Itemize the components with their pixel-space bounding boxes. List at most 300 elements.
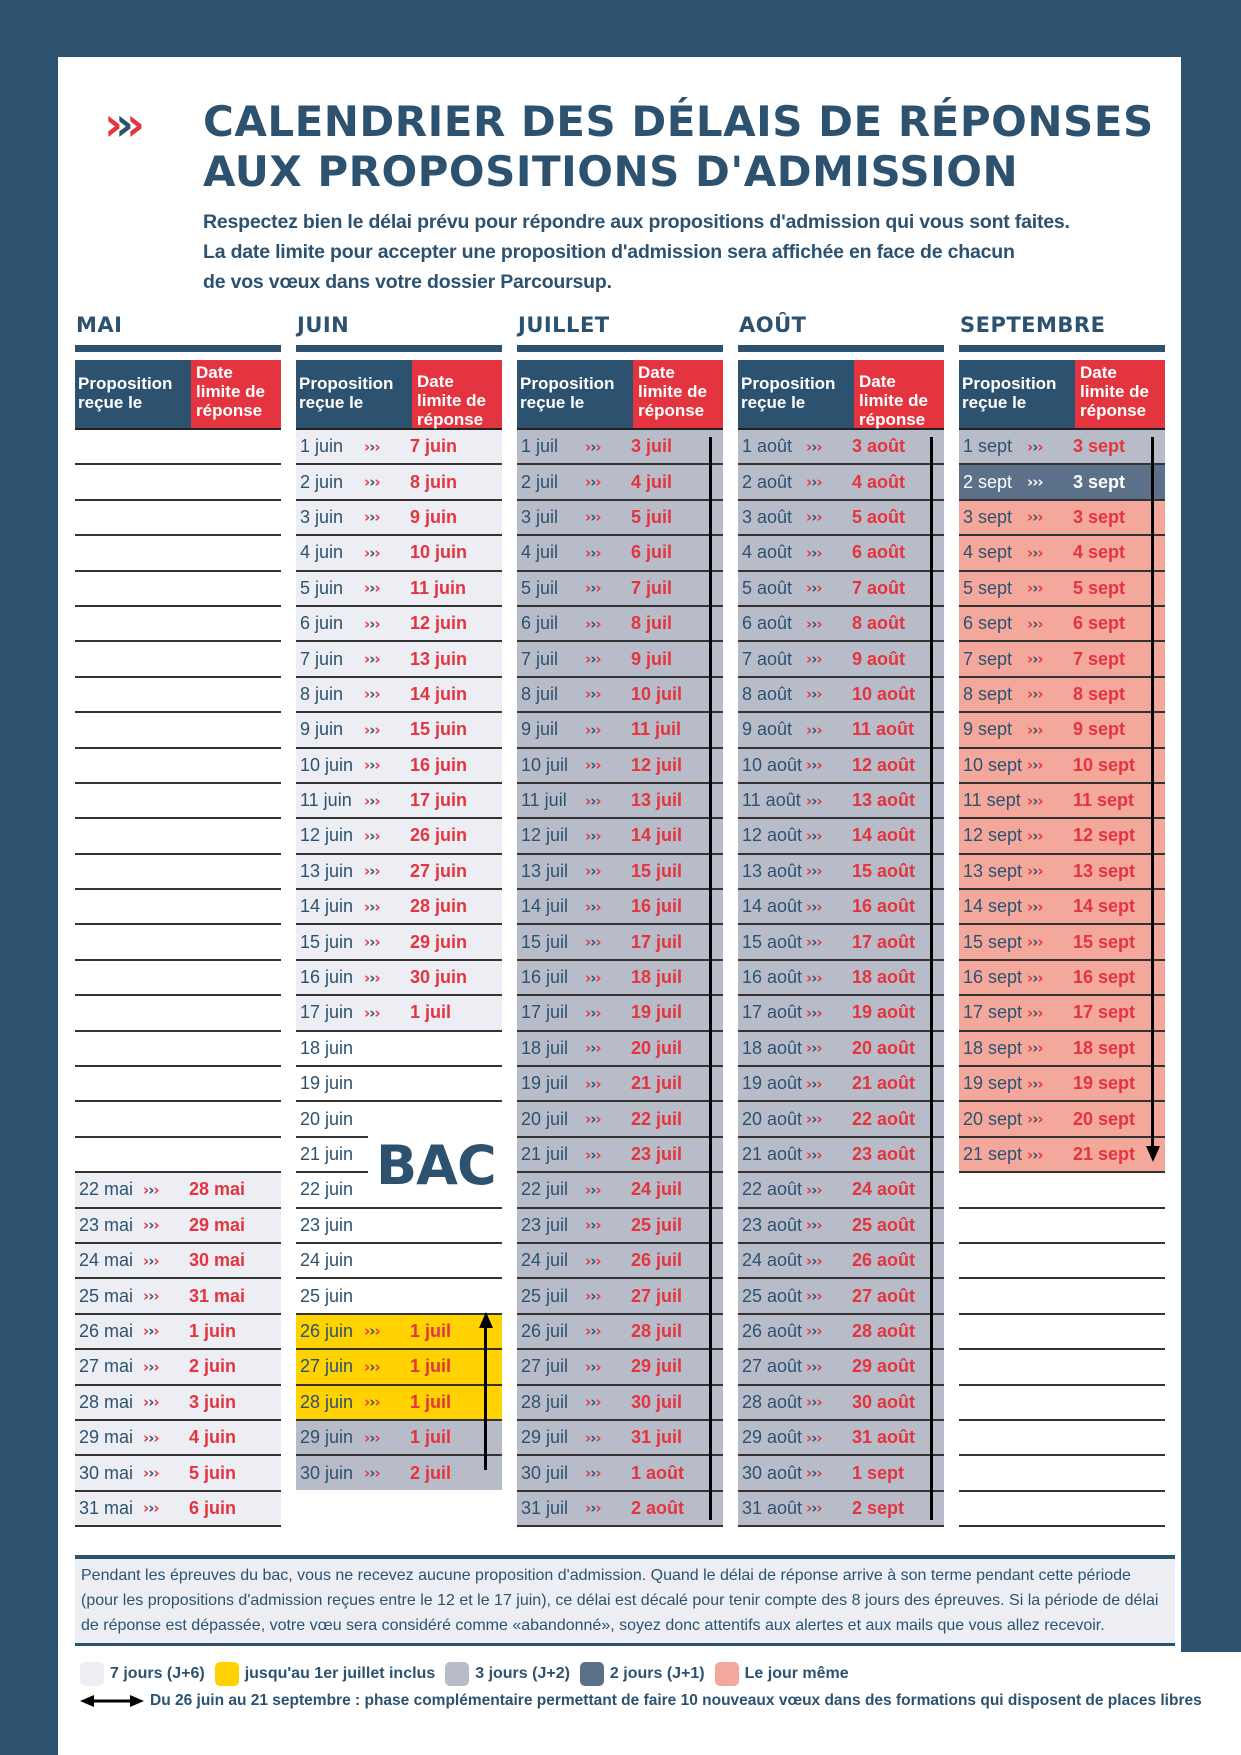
month-bar (517, 345, 723, 352)
table-row (296, 819, 502, 854)
table-row (738, 996, 944, 1031)
received-date: 8 juil (521, 683, 559, 704)
table-row (296, 1067, 502, 1102)
deadline-date: 6 juin (189, 1497, 237, 1518)
table-row (959, 713, 1165, 748)
deadline-date: 2 juin (189, 1356, 237, 1377)
deadline-date: 4 août (852, 471, 906, 492)
received-date: 17 août (742, 1002, 803, 1023)
deadline-date: 27 juin (410, 860, 468, 881)
chevron-arrow-icon: ››› (806, 437, 822, 456)
chevron-arrow-icon: ››› (806, 1322, 822, 1341)
received-date: 29 mai (79, 1427, 134, 1448)
deadline-date: 17 sept (1073, 1002, 1136, 1023)
chevron-arrow-icon: ››› (585, 1428, 601, 1447)
table-header (738, 360, 944, 430)
table-row (296, 749, 502, 784)
chevron-arrow-icon: ››› (364, 862, 380, 881)
table-row (75, 749, 281, 784)
chevron-arrow-icon: ››› (364, 685, 380, 704)
chevron-arrow-icon: ››› (1027, 862, 1043, 881)
table-row (959, 1386, 1165, 1421)
table-row (75, 572, 281, 607)
chevron-arrow-icon: ››› (806, 508, 822, 527)
received-date: 2 août (742, 471, 793, 492)
deadline-date: 19 juil (631, 1002, 683, 1023)
table-row (75, 430, 281, 465)
legend-item (445, 1662, 570, 1686)
chevron-arrow-icon: ››› (1027, 579, 1043, 598)
chevron-arrow-icon: ››› (1027, 933, 1043, 952)
deadline-date: 29 juil (631, 1356, 683, 1377)
received-date: 1 août (742, 436, 793, 457)
chevron-arrow-icon: ››› (1027, 473, 1043, 492)
table-row (517, 430, 723, 465)
legend-swatch (215, 1662, 239, 1686)
table-row (517, 1067, 723, 1102)
received-date: 16 août (742, 967, 803, 988)
chevron-arrow-icon: ››› (806, 1287, 822, 1306)
table-row (517, 1279, 723, 1314)
received-date: 31 juil (521, 1497, 569, 1518)
deadline-date: 3 août (852, 436, 906, 457)
table-row (959, 607, 1165, 642)
received-date: 30 mai (79, 1462, 134, 1483)
table-row (75, 1067, 281, 1102)
deadline-date: 13 juil (631, 790, 683, 811)
deadline-date: 28 mai (189, 1179, 246, 1200)
deadline-date: 5 juin (189, 1462, 237, 1483)
deadline-date: 11 juin (410, 577, 467, 598)
table-header (517, 360, 723, 430)
chevron-arrow-icon: ››› (364, 897, 380, 916)
deadline-date: 27 juil (631, 1285, 683, 1306)
received-date: 23 juil (521, 1214, 569, 1235)
table-row (738, 642, 944, 677)
chevron-arrow-icon: ››› (585, 1145, 601, 1164)
received-header: Proposition reçue le (959, 360, 1075, 428)
table-header (296, 360, 502, 430)
chevron-arrow-icon: ››› (143, 1180, 159, 1199)
chevron-arrow-icon: ››› (364, 968, 380, 987)
chevron-arrow-icon: ››› (364, 933, 380, 952)
received-date: 22 mai (79, 1179, 134, 1200)
received-date: 16 juin (300, 967, 354, 988)
chevron-arrow-icon: ››› (806, 1464, 822, 1483)
chevron-arrow-icon: ››› (806, 1393, 822, 1412)
received-date: 19 août (742, 1073, 803, 1094)
deadline-date: 8 août (852, 613, 906, 634)
chevron-arrow-icon: ››› (806, 543, 822, 562)
chevron-arrow-icon: ››› (364, 1464, 380, 1483)
table-row (517, 1244, 723, 1279)
chevron-arrow-icon: ››› (364, 1428, 380, 1447)
month-bar (738, 345, 944, 352)
table-row (75, 1138, 281, 1173)
chevron-arrow-icon: ››› (1027, 1074, 1043, 1093)
deadline-date: 7 juin (410, 436, 458, 457)
table-row (296, 572, 502, 607)
table-row (959, 1067, 1165, 1102)
chevron-arrow-icon: ››› (364, 473, 380, 492)
table-row (75, 678, 281, 713)
received-date: 20 sept (963, 1108, 1023, 1129)
legend-item (215, 1662, 436, 1686)
table-row (738, 536, 944, 571)
chevron-arrow-icon: ››› (143, 1357, 159, 1376)
deadline-date: 12 juil (631, 754, 683, 775)
table-row (517, 678, 723, 713)
deadline-date: 16 août (852, 896, 916, 917)
deadline-date: 6 août (852, 542, 906, 563)
deadline-date: 9 juil (631, 648, 673, 669)
table-row (517, 961, 723, 996)
deadline-date: 17 juin (410, 790, 468, 811)
deadline-date: 31 juil (631, 1427, 683, 1448)
title-line-2: AUX PROPOSITIONS D'ADMISSION (203, 147, 1019, 196)
chevron-arrow-icon: ››› (364, 437, 380, 456)
deadline-date: 7 juil (631, 577, 673, 598)
deadline-date: 2 sept (852, 1497, 905, 1518)
received-date: 4 août (742, 542, 793, 563)
deadline-date: 15 sept (1073, 931, 1136, 952)
chevron-arrow-icon: ››› (806, 1110, 822, 1129)
chevron-arrow-icon: ››› (585, 826, 601, 845)
deadline-date: 27 août (852, 1285, 916, 1306)
table-row (959, 855, 1165, 890)
table-row (296, 642, 502, 677)
deadline-date: 6 juil (631, 542, 673, 563)
received-date: 9 août (742, 719, 793, 740)
table-row (959, 430, 1165, 465)
chevron-arrow-icon: ››› (1027, 897, 1043, 916)
chevron-arrow-icon: ››› (585, 720, 601, 739)
deadline-date: 4 sept (1073, 542, 1126, 563)
phase-complementaire-note (80, 1692, 1202, 1710)
deadline-date: 31 mai (189, 1285, 246, 1306)
table-row (296, 430, 502, 465)
received-date: 13 juin (300, 860, 354, 881)
table-row (738, 465, 944, 500)
deadline-date: 22 juil (631, 1108, 683, 1129)
received-date: 5 juin (300, 577, 344, 598)
deadline-date: 14 juin (410, 683, 468, 704)
table-row (296, 678, 502, 713)
deadline-date: 10 juin (410, 542, 468, 563)
received-date: 30 août (742, 1462, 803, 1483)
rows-2 (517, 430, 723, 1527)
chevron-arrow-icon: ››› (585, 862, 601, 881)
table-row (517, 1315, 723, 1350)
chevron-arrow-icon: ››› (806, 756, 822, 775)
month-bar (959, 345, 1165, 352)
deadline-date: 13 août (852, 790, 916, 811)
deadline-date: 2 juil (410, 1462, 452, 1483)
deadline-date: 2 août (631, 1497, 685, 1518)
table-row (75, 1244, 281, 1279)
received-date: 8 août (742, 683, 793, 704)
received-date: 25 mai (79, 1285, 134, 1306)
received-date: 12 juin (300, 825, 354, 846)
received-date: 23 mai (79, 1214, 134, 1235)
received-date: 21 sept (963, 1144, 1023, 1164)
received-date: 6 juil (521, 613, 559, 634)
received-date: 13 août (742, 860, 803, 881)
deadline-date: 19 sept (1073, 1073, 1136, 1094)
deadline-date: 11 sept (1073, 790, 1135, 811)
chevron-arrow-icon: ››› (364, 791, 380, 810)
note-line: de réponse est dépassée, votre vœu sera considéré comme «abandonné», soyez donc attentifs aux alertes et aux mails que vous allez recevoir. (81, 1617, 1105, 1634)
table-row (75, 1209, 281, 1244)
received-date: 23 juin (300, 1214, 354, 1235)
received-date: 8 juin (300, 683, 344, 704)
received-date: 20 août (742, 1108, 803, 1129)
deadline-date: 13 juin (410, 648, 468, 669)
received-date: 27 juil (521, 1356, 569, 1377)
received-date: 14 juin (300, 896, 354, 917)
chevron-arrow-icon: ››› (806, 968, 822, 987)
received-header: Proposition reçue le (517, 360, 633, 428)
deadline-date: 15 juin (410, 719, 468, 740)
received-date: 17 sept (963, 1002, 1023, 1023)
table-row (959, 784, 1165, 819)
table-row (959, 501, 1165, 536)
title-line-1: CALENDRIER DES DÉLAIS DE RÉPONSES (203, 97, 1154, 146)
received-date: 9 juin (300, 719, 344, 740)
chevron-arrow-icon: ››› (1027, 968, 1043, 987)
table-row (75, 1032, 281, 1067)
deadline-date: 19 août (852, 1002, 916, 1023)
table-row (738, 890, 944, 925)
received-date: 20 juin (300, 1108, 354, 1129)
received-date: 18 août (742, 1037, 803, 1058)
chevron-arrow-icon: ››› (806, 933, 822, 952)
chevron-arrow-icon: ››› (1027, 1003, 1043, 1022)
rows-4 (959, 430, 1165, 1527)
deadline-date: 28 juin (410, 896, 468, 917)
chevron-arrow-icon: ››› (1027, 508, 1043, 527)
legend-label: 3 jours (J+2) (475, 1665, 570, 1682)
legend-item (580, 1662, 705, 1686)
deadline-date: 8 sept (1073, 683, 1126, 704)
table-row (517, 501, 723, 536)
table-row (296, 1421, 502, 1456)
deadline-date: 1 juil (410, 1002, 452, 1023)
chevron-arrow-icon: ››› (806, 650, 822, 669)
deadline-date: 10 août (852, 683, 916, 704)
deadline-date: 28 août (852, 1320, 916, 1341)
deadline-date: 18 juil (631, 967, 683, 988)
rows-1 (296, 430, 502, 1490)
chevron-arrow-icon: ››› (1027, 791, 1043, 810)
table-row (738, 607, 944, 642)
table-row (517, 1350, 723, 1385)
chevron-arrow-icon: ››› (1027, 1039, 1043, 1058)
deadline-date: 1 juin (189, 1320, 237, 1341)
table-row (959, 1244, 1165, 1279)
chevron-arrow-icon: ››› (143, 1216, 159, 1235)
received-date: 16 juil (521, 967, 569, 988)
table-row (738, 925, 944, 960)
deadline-date: 9 juin (410, 506, 458, 527)
table-row (517, 925, 723, 960)
table-row (517, 784, 723, 819)
received-date: 30 juil (521, 1462, 569, 1483)
table-row (517, 1102, 723, 1137)
received-date: 23 août (742, 1214, 803, 1235)
deadline-date: 5 sept (1073, 577, 1126, 598)
deadline-date: 11 août (852, 719, 915, 740)
table-row (738, 1456, 944, 1491)
chevron-arrow-icon: ››› (364, 1393, 380, 1412)
table-row (738, 749, 944, 784)
table-row (738, 1173, 944, 1208)
table-row (738, 430, 944, 465)
received-date: 7 juin (300, 648, 344, 669)
deadline-date: 25 juil (631, 1214, 683, 1235)
deadline-date: 17 août (852, 931, 916, 952)
table-row (738, 784, 944, 819)
table-row (75, 961, 281, 996)
table-row (296, 1350, 502, 1385)
table-row (959, 819, 1165, 854)
table-row (75, 1315, 281, 1350)
chevron-arrow-icon: ››› (806, 685, 822, 704)
table-row (517, 713, 723, 748)
rows-3 (738, 430, 944, 1527)
table-header (959, 360, 1165, 430)
month-name: SEPTEMBRE (960, 313, 1106, 337)
received-date: 10 sept (963, 754, 1023, 775)
month-name: JUILLET (518, 313, 610, 337)
chevron-arrow-icon: ››› (585, 897, 601, 916)
chevron-arrow-icon: ››› (585, 933, 601, 952)
chevron-arrow-icon: ››› (585, 685, 601, 704)
table-row (517, 890, 723, 925)
chevron-arrow-icon: ››› (806, 473, 822, 492)
chevron-arrow-icon: ››› (806, 791, 822, 810)
deadline-date: 10 juil (631, 683, 683, 704)
table-row (75, 1492, 281, 1527)
table-row (517, 1492, 723, 1527)
received-date: 29 août (742, 1427, 803, 1448)
august-line (930, 437, 933, 1520)
received-date: 11 sept (963, 790, 1021, 811)
received-date: 25 août (742, 1285, 803, 1306)
chevron-arrow-icon: ››› (585, 1287, 601, 1306)
table-row (75, 1279, 281, 1314)
received-date: 22 juil (521, 1179, 569, 1200)
received-date: 1 juil (521, 436, 559, 457)
chevron-arrow-icon: ››› (806, 1180, 822, 1199)
table-row (959, 1350, 1165, 1385)
table-row (738, 1492, 944, 1527)
table-row (296, 607, 502, 642)
deadline-date: 23 août (852, 1144, 916, 1164)
deadline-date: 1 août (631, 1462, 685, 1483)
bac-label: BAC (368, 1136, 504, 1196)
table-row (75, 465, 281, 500)
received-date: 17 juin (300, 1002, 354, 1023)
chevron-arrow-icon: ››› (364, 1357, 380, 1376)
chevron-arrow-icon: ››› (806, 1074, 822, 1093)
received-date: 11 juin (300, 790, 352, 811)
deadline-date: 18 août (852, 967, 916, 988)
table-row (517, 819, 723, 854)
deadline-date: 17 juil (631, 931, 683, 952)
received-date: 28 juil (521, 1391, 569, 1412)
table-row (75, 925, 281, 960)
deadline-date: 16 juin (410, 754, 468, 775)
deadline-date: 18 sept (1073, 1037, 1136, 1058)
table-row (296, 1386, 502, 1421)
table-row (959, 1173, 1165, 1208)
table-row (517, 1456, 723, 1491)
rows-0 (75, 430, 281, 1527)
deadline-date: 30 mai (189, 1250, 246, 1271)
deadline-date: 14 sept (1073, 896, 1136, 917)
received-date: 25 juil (521, 1285, 569, 1306)
legend-item (80, 1662, 205, 1686)
received-date: 31 août (742, 1497, 803, 1518)
chevron-arrow-icon: ››› (806, 1145, 822, 1164)
chevron-arrow-icon: ››› (1027, 685, 1043, 704)
table-row (75, 1386, 281, 1421)
deadline-date: 3 sept (1073, 506, 1126, 527)
received-date: 28 mai (79, 1391, 134, 1412)
received-date: 4 sept (963, 542, 1013, 563)
table-row (738, 855, 944, 890)
chevron-arrow-icon: ››› (585, 473, 601, 492)
received-date: 27 juin (300, 1356, 354, 1377)
table-row (738, 961, 944, 996)
table-row (959, 1421, 1165, 1456)
deadline-date: 24 août (852, 1179, 916, 1200)
received-date: 7 juil (521, 648, 559, 669)
intro-line: La date limite pour accepter une proposition d'admission sera affichée en face de chacun (203, 241, 1015, 263)
table-row (296, 890, 502, 925)
chevron-arrow-icon: ››› (1027, 650, 1043, 669)
table-row (517, 1421, 723, 1456)
received-date: 7 sept (963, 648, 1013, 669)
received-date: 5 sept (963, 577, 1013, 598)
deadline-date: 3 juil (631, 436, 673, 457)
chevron-arrow-icon: ››› (585, 1322, 601, 1341)
table-row (959, 1492, 1165, 1527)
table-row (738, 572, 944, 607)
month-name: JUIN (297, 313, 350, 337)
received-date: 21 juil (521, 1144, 569, 1164)
table-row (517, 1173, 723, 1208)
chevron-arrow-icon: ››› (143, 1287, 159, 1306)
table-row (959, 1209, 1165, 1244)
table-row (75, 855, 281, 890)
chevron-arrow-icon: ››› (364, 826, 380, 845)
chevron-arrow-icon: ››› (585, 756, 601, 775)
table-row (296, 536, 502, 571)
received-header: Proposition reçue le (75, 360, 191, 428)
table-row (296, 996, 502, 1031)
table-row (296, 961, 502, 996)
received-date: 15 sept (963, 931, 1023, 952)
table-row (75, 536, 281, 571)
chevron-arrow-icon: ››› (806, 1003, 822, 1022)
table-row (517, 855, 723, 890)
chevron-arrow-icon: ››› (585, 1357, 601, 1376)
received-date: 30 juin (300, 1462, 354, 1483)
received-date: 7 août (742, 648, 793, 669)
received-date: 18 juil (521, 1037, 569, 1058)
